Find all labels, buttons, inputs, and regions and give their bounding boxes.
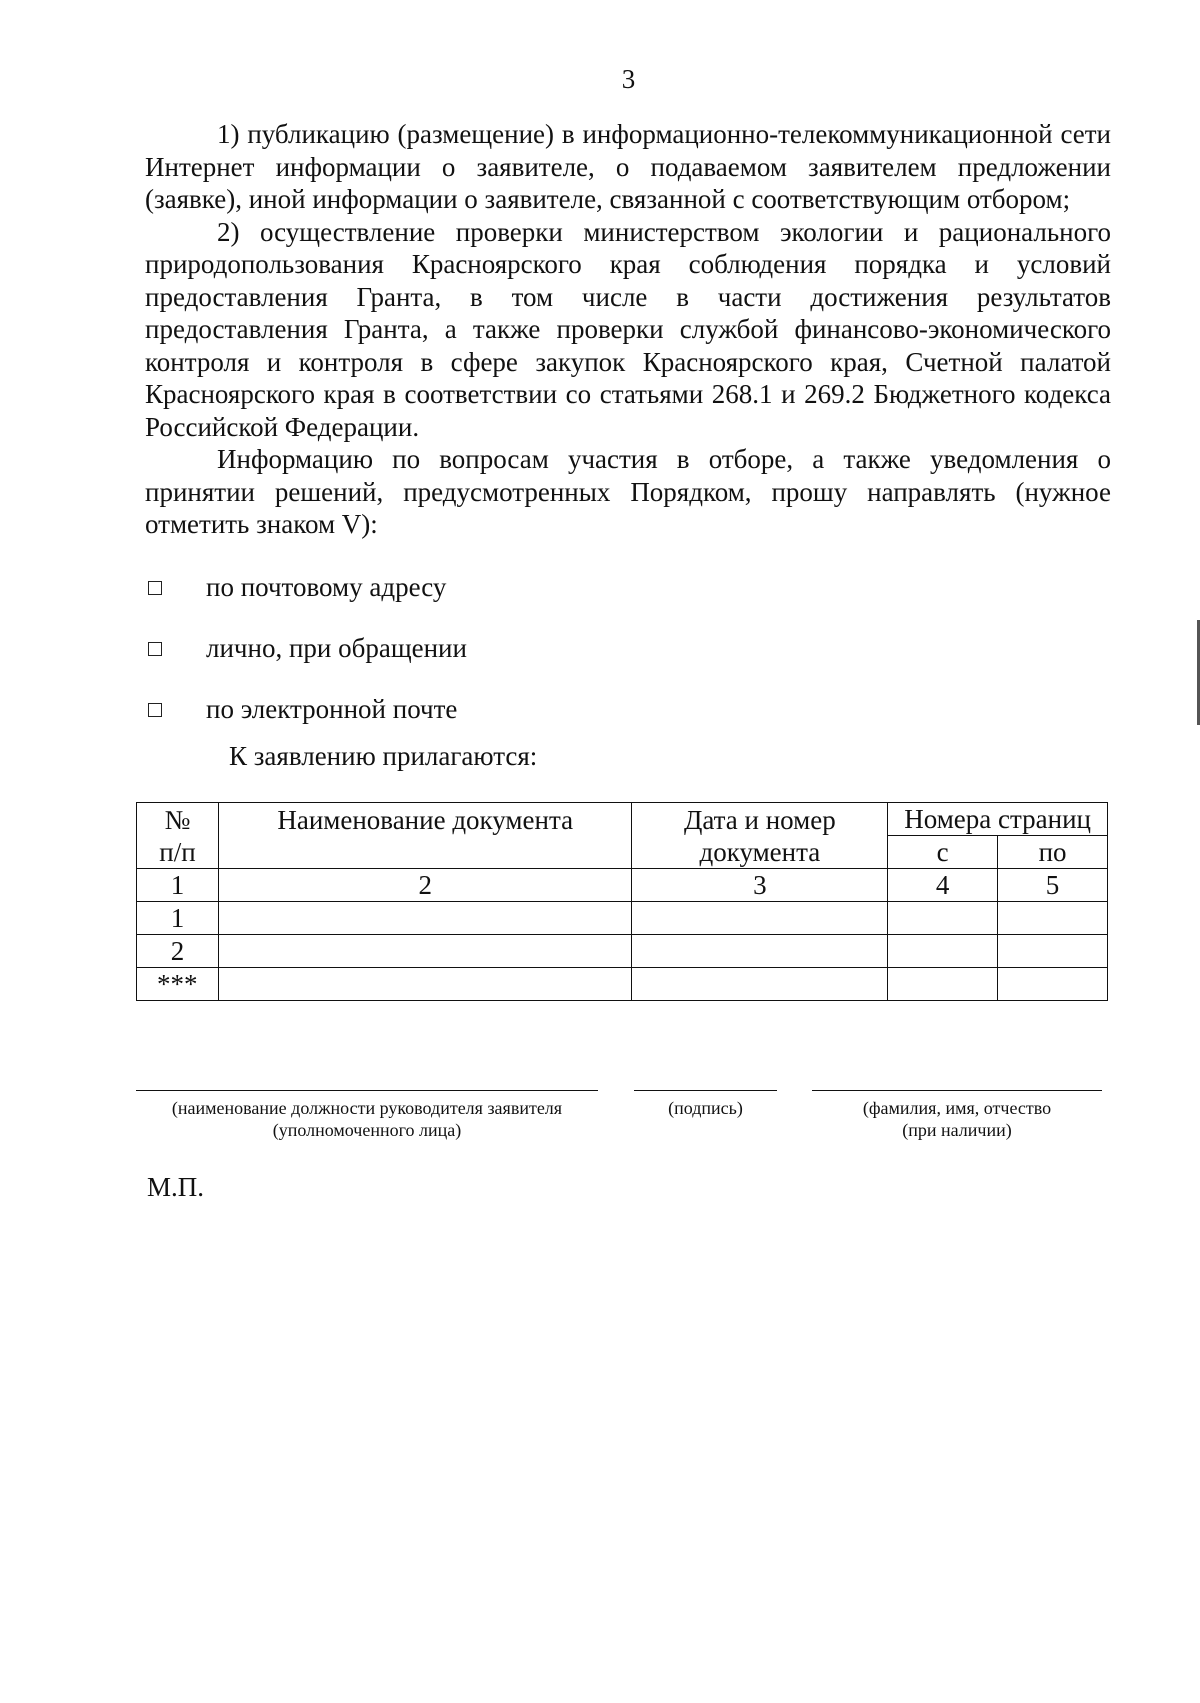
body-text — [145, 118, 1111, 541]
table-row — [137, 902, 1108, 935]
column-number: 1 — [137, 869, 219, 902]
header-number — [137, 803, 219, 869]
option-in-person[interactable] — [148, 632, 467, 664]
option-label: лично, при обращении — [206, 633, 467, 663]
table-cell[interactable] — [632, 968, 888, 1001]
table-cell: 2 — [137, 935, 219, 968]
table-cell[interactable] — [998, 935, 1108, 968]
header-pages-from: с — [888, 836, 998, 869]
header-date-line-1: Дата и номер — [683, 804, 836, 835]
table-cell: 1 — [137, 902, 219, 935]
header-pages: Номера страниц — [888, 803, 1108, 836]
attachments-table — [136, 802, 1108, 1001]
option-label: по электронной почте — [206, 694, 458, 724]
table-cell[interactable] — [218, 902, 632, 935]
table-row — [137, 935, 1108, 968]
table-cell[interactable] — [888, 968, 998, 1001]
table-cell[interactable] — [632, 935, 888, 968]
header-number-line-2: п/п — [159, 836, 196, 867]
position-signature-line[interactable] — [136, 1090, 598, 1091]
table-row — [137, 968, 1108, 1001]
paragraph-publication: 1) публикацию (размещение) в информационно-телекоммуникационной сети Интернет информации о заявителе, о подаваемом заявителем предложении (заявке), иной информации о заявителе, связанной с соответствующим отбором; — [145, 119, 1111, 214]
stamp-place-label: М.П. — [147, 1172, 205, 1202]
table-cell[interactable] — [632, 902, 888, 935]
page-number: 3 — [621, 64, 636, 94]
signature-caption: (подпись) — [668, 1098, 743, 1118]
header-document-name: Наименование документа — [218, 803, 632, 869]
header-number-line-1: № — [164, 804, 191, 835]
attachments-label: К заявлению прилагаются: — [229, 741, 538, 771]
header-date-number — [632, 803, 888, 869]
paragraph-inspection: 2) осуществление проверки министерством экологии и рационального природопользования Красноярского края соблюдения порядка и условий предоставления Гранта, в том числе в части достижения результатов предоставления Гранта, а также проверки службой финансово-экономического контроля и контроля в сфере закупок Красноярского края, Счетной палатой Красноярского края в соответствии со статьями 268.1 и 269.2 Бюджетного кодекса Российской Федерации. — [145, 216, 1111, 442]
table-cell[interactable] — [888, 935, 998, 968]
option-postal[interactable] — [148, 571, 446, 603]
position-caption-line-2: (уполномоченного лица) — [272, 1120, 462, 1140]
column-number: 3 — [632, 869, 888, 902]
column-number: 2 — [218, 869, 632, 902]
option-label: по почтовому адресу — [206, 572, 447, 602]
full-name-signature-line[interactable] — [812, 1090, 1102, 1091]
position-caption-line-1: (наименование должности руководителя заявителя — [171, 1098, 563, 1118]
column-number-row — [137, 869, 1108, 902]
table-cell: *** — [137, 968, 219, 1001]
table-cell[interactable] — [218, 968, 632, 1001]
table-header-row — [137, 803, 1108, 836]
checkbox-icon[interactable] — [148, 642, 162, 656]
header-pages-to: по — [998, 836, 1108, 869]
position-caption — [136, 1097, 598, 1141]
full-name-caption-line-1: (фамилия, имя, отчество — [862, 1098, 1052, 1118]
paragraph-notifications: Информацию по вопросам участия в отборе, а также уведомления о принятии решений, предусмотренных Порядком, прошу направлять (нужное отметить знаком V): — [145, 444, 1111, 539]
table-cell[interactable] — [998, 968, 1108, 1001]
full-name-caption-line-2: (при наличии) — [902, 1120, 1012, 1140]
checkbox-icon[interactable] — [148, 581, 162, 595]
checkbox-icon[interactable] — [148, 703, 162, 717]
header-date-line-2: документа — [699, 836, 821, 867]
table-cell[interactable] — [218, 935, 632, 968]
full-name-caption — [812, 1097, 1102, 1141]
signature-line[interactable] — [634, 1090, 777, 1091]
table-cell[interactable] — [998, 902, 1108, 935]
option-email[interactable] — [148, 693, 457, 725]
column-number: 5 — [998, 869, 1108, 902]
column-number: 4 — [888, 869, 998, 902]
table-cell[interactable] — [888, 902, 998, 935]
